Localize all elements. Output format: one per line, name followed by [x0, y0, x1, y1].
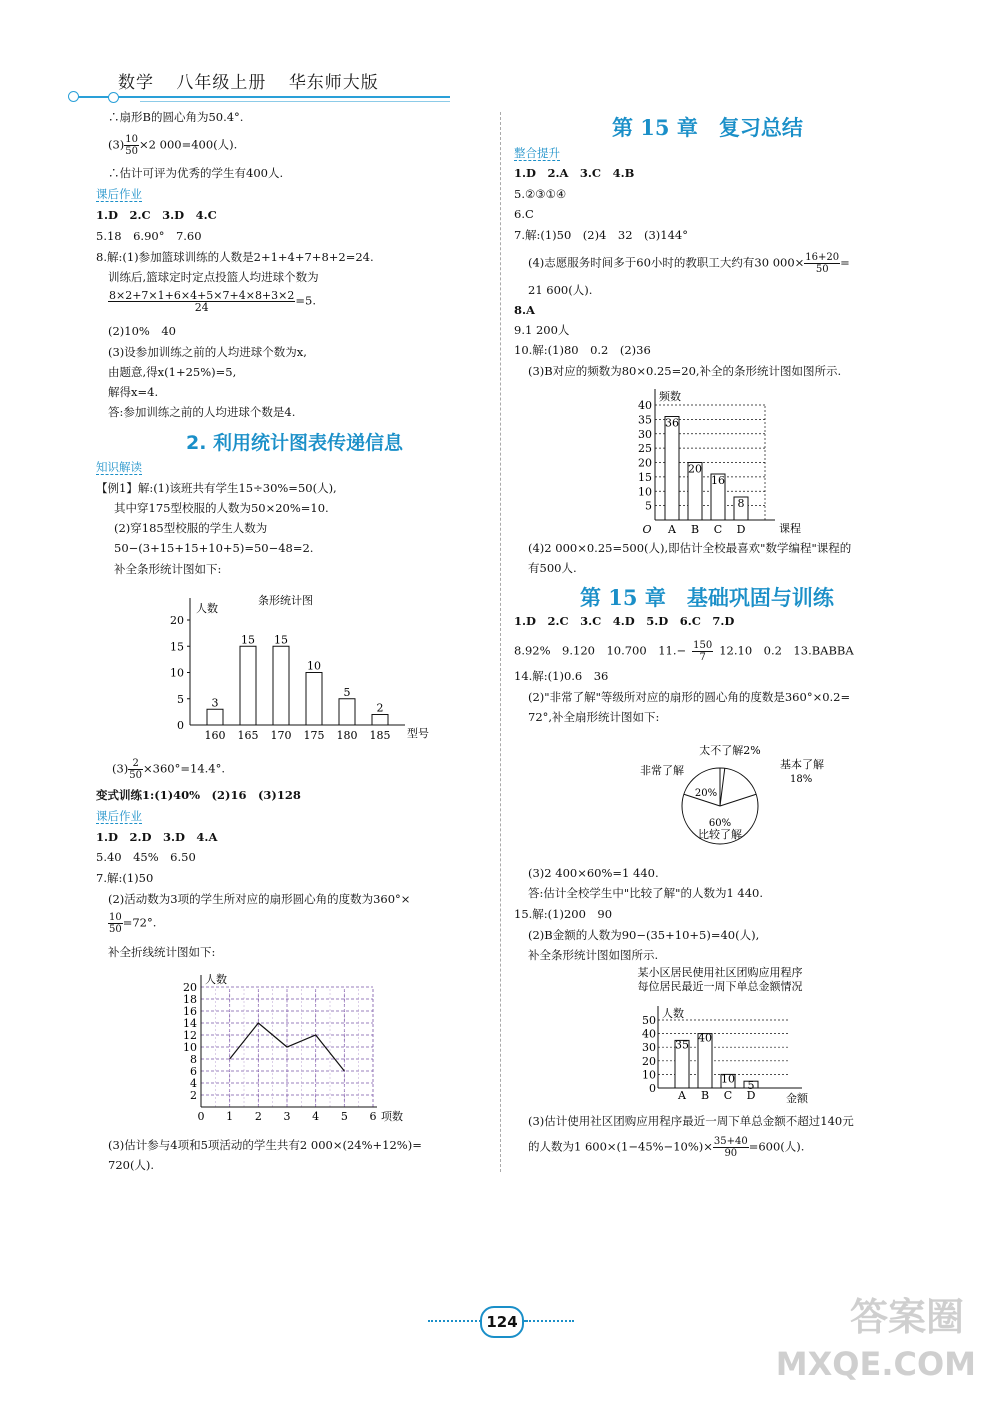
text-line: 的人数为1 600×(1−45%−10%)× $\frac{35+40}{90}$ =600(人). [528, 1136, 805, 1159]
chapter-title: 第 15 章 复习总结 [612, 115, 803, 140]
y-axis-label: 频数 [659, 390, 681, 403]
x-tick-label: 1 [226, 1110, 234, 1123]
x-tick-label: 6 [369, 1110, 377, 1123]
text-line: 有500人. [528, 561, 577, 575]
slice-label: 20% [694, 788, 718, 799]
column-divider [500, 112, 501, 1172]
y-tick-label: 10 [638, 485, 652, 499]
x-tick-label: B [690, 523, 700, 535]
y-tick-label: 15 [170, 640, 184, 654]
section-label: 课后作业 [96, 187, 142, 201]
y-tick-label: 2 [190, 1089, 197, 1102]
x-tick-label: A [668, 523, 676, 535]
x-tick-label: C [723, 1089, 733, 1102]
answer-line: 8.A [514, 303, 535, 317]
y-tick-label: 20 [183, 981, 197, 994]
bar [665, 417, 679, 521]
slice-label: 太不了解2% [699, 744, 761, 757]
text-line: 其中穿175型校服的人数为50×20%=10. [114, 501, 329, 515]
origin-label: O [642, 523, 652, 535]
y-tick-label: 30 [638, 427, 652, 441]
watermark-url: MXQE.COM [775, 1345, 976, 1383]
header-edition: 华东师大版 [288, 73, 379, 93]
text-line: 21 600(人). [528, 283, 593, 297]
text-line: (3)估计参与4项和5项活动的学生共有2 000×(24%+12%)= [108, 1138, 422, 1152]
y-axis-label: 人数 [662, 1007, 684, 1020]
bar-chart-courses [625, 380, 805, 535]
data-label: 5 [343, 685, 351, 699]
data-label: 15 [274, 633, 288, 647]
page-number: 124 [480, 1306, 524, 1338]
text-line: (4)2 000×0.25=500(人),即估计全校最喜欢"数学编程"课程的 [528, 541, 852, 555]
y-tick-label: 8 [190, 1053, 197, 1066]
x-axis-label: 金额 [786, 1092, 808, 1105]
data-label: 5 [747, 1079, 755, 1093]
y-tick-label: 6 [190, 1065, 197, 1078]
x-tick-label: 165 [237, 729, 259, 742]
text-line: 答:估计全校学生中"比较了解"的人数为1 440. [528, 886, 764, 900]
data-label: 3 [211, 696, 219, 710]
text-line: 补全条形统计图如下: [114, 562, 222, 576]
footer-dots [522, 1320, 574, 1322]
data-label: 20 [688, 462, 702, 476]
y-tick-label: 18 [183, 993, 197, 1006]
text-line: 变式训练1:(1)40% (2)16 (3)128 [96, 788, 301, 802]
chart-subtitle: 每位居民最近一周下单总金额情况 [637, 980, 803, 993]
y-tick-label: 0 [649, 1082, 656, 1095]
answer-line: 9.1 200人 [514, 323, 570, 337]
text-line: 训练后,篮球定时定点投篮人均进球个数为 [108, 270, 319, 284]
y-tick-label: 35 [638, 413, 652, 427]
y-tick-label: 16 [183, 1005, 197, 1018]
text-line: (3) $\frac{10}{50}$ ×2 000=400(人). [108, 134, 238, 157]
header-rule [70, 96, 450, 98]
data-label: 40 [698, 1031, 712, 1045]
x-tick-label: 180 [336, 729, 358, 742]
text-line: (3)估计使用社区团购应用程序最近一周下单总金额不超过140元 [528, 1114, 854, 1128]
bar-chart-amounts [610, 964, 840, 1108]
x-tick-label: 185 [369, 729, 391, 742]
y-tick-label: 15 [638, 470, 652, 484]
y-tick-label: 10 [642, 1068, 656, 1082]
text-line: $\frac{8\times 2+7\times 1+6\times 4+5\times 7+4\times 8+3\times 2}{24}$ =5. [109, 289, 316, 314]
section-label: 知识解读 [96, 460, 142, 474]
data-label: 15 [241, 633, 255, 647]
text-line: 答:参加训练之前的人均进球个数是4. [108, 405, 296, 419]
answer-line: 1.D 2.D 3.D 4.A [96, 830, 218, 844]
data-label: 36 [665, 416, 679, 430]
data-label: 10 [721, 1072, 735, 1086]
text-line: 50−(3+15+15+10+5)=50−48=2. [114, 541, 314, 555]
y-axis-label: 人数 [196, 602, 218, 615]
y-tick-label: 14 [183, 1017, 197, 1030]
data-label: 35 [675, 1038, 689, 1052]
answer-line: 6.C [514, 207, 534, 221]
x-axis-label: 型号 [407, 727, 429, 740]
answer-line: 1.D 2.C 3.D 4.C [96, 208, 217, 222]
text-line: (4)志愿服务时间多于60小时的教职工大约有30 000× $\frac{16+20}{50}$ = [528, 252, 850, 275]
bar-chart-sizes [160, 582, 450, 742]
text-line: 补全条形统计图如图所示. [528, 948, 659, 962]
slice-label: 比较了解 [698, 828, 742, 841]
pie-chart-understanding [630, 738, 840, 850]
answer-line: 8.92% 9.120 10.700 11.− $\frac{150}{7}$ 12.10 0.2 13.BABBA [514, 640, 854, 663]
y-axis-label: 人数 [205, 973, 227, 986]
header-rule-thin [140, 101, 450, 102]
y-tick-label: 20 [638, 456, 652, 470]
text-line: (2)10% 40 [108, 324, 176, 338]
x-tick-label: D [736, 523, 746, 535]
y-tick-label: 25 [638, 442, 652, 456]
text-line: (2)"非常了解"等级所对应的扇形的圆心角的度数是360°×0.2= [528, 690, 851, 704]
text-line: (3) $\frac{2}{50}$ ×360°=14.4°. [112, 758, 226, 781]
text-line: 72°,补全扇形统计图如下: [528, 710, 660, 724]
slice-label: 60% [708, 818, 732, 829]
answer-line: 7.解:(1)50 [96, 871, 154, 885]
slice-label: 18% [790, 774, 813, 785]
text-line: ∴估计可评为优秀的学生有400人. [108, 166, 284, 180]
answer-line: 14.解:(1)0.6 36 [514, 669, 609, 683]
text-line: (3)B对应的频数为80×0.25=20,补全的条形统计图如图所示. [528, 364, 842, 378]
y-tick-label: 40 [642, 1027, 656, 1041]
text-line: 720(人). [108, 1158, 155, 1172]
x-tick-label: A [678, 1089, 686, 1102]
header-grade: 八年级上册 [176, 73, 267, 93]
x-tick-label: 3 [283, 1110, 291, 1123]
slice-label: 基本了解 [780, 758, 824, 771]
y-tick-label: 20 [642, 1054, 656, 1068]
chart-title: 条形统计图 [258, 594, 313, 607]
answer-line: 5.40 45% 6.50 [96, 850, 196, 864]
text-line: (2)B金额的人数为90−(35+10+5)=40(人), [528, 928, 760, 942]
bar [273, 646, 289, 725]
answer-line: 8.解:(1)参加篮球训练的人数是2+1+4+7+8+2=24. [96, 250, 374, 264]
text-line: $\frac{10}{50}$ =72°. [109, 912, 157, 935]
x-tick-label: B [700, 1089, 710, 1102]
answer-line: 5.②③①④ [514, 187, 567, 201]
y-tick-label: 30 [642, 1041, 656, 1055]
header-subject: 数学 [118, 73, 154, 93]
section-title: 2. 利用统计图表传递信息 [186, 432, 404, 454]
x-axis-label: 课程 [779, 522, 801, 535]
x-axis-label: 项数 [381, 1110, 403, 1123]
y-tick-label: 12 [183, 1029, 197, 1042]
answer-line: 7.解:(1)50 (2)4 32 (3)144° [514, 228, 688, 242]
data-label: 2 [376, 701, 384, 715]
text-line: ∴扇形B的圆心角为50.4°. [108, 110, 244, 124]
y-tick-label: 20 [170, 614, 184, 627]
x-tick-label: 160 [204, 729, 226, 742]
x-tick-label: 175 [303, 729, 325, 742]
answer-line: 10.解:(1)80 0.2 (2)36 [514, 343, 651, 357]
text-line: (3)2 400×60%=1 440. [528, 866, 659, 880]
y-tick-label: 0 [177, 719, 184, 732]
text-line: (2)活动数为3项的学生所对应的扇形圆心角的度数为360°× [108, 892, 411, 906]
text-line: (3)设参加训练之前的人均进球个数为x, [108, 345, 307, 359]
x-tick-label: 5 [340, 1110, 348, 1123]
y-tick-label: 5 [177, 692, 184, 706]
slice-label: 非常了解 [640, 764, 684, 777]
data-label: 10 [307, 659, 321, 673]
bar [207, 709, 223, 725]
text-line: 【例1】解:(1)该班共有学生15÷30%=50(人), [96, 481, 337, 495]
text-line: 解得x=4. [108, 385, 159, 399]
y-tick-label: 4 [190, 1077, 197, 1090]
x-tick-label: 0 [197, 1110, 205, 1123]
bar [306, 673, 322, 726]
answer-line: 1.D 2.C 3.C 4.D 5.D 6.C 7.D [514, 614, 735, 628]
answer-line: 5.18 6.90° 7.60 [96, 229, 202, 243]
x-tick-label: 4 [312, 1110, 320, 1123]
answer-line: 15.解:(1)200 90 [514, 907, 613, 921]
bar [240, 646, 256, 725]
bar [339, 699, 355, 725]
y-tick-label: 40 [638, 399, 652, 412]
section-label: 课后作业 [96, 809, 142, 823]
chart-title: 某小区居民使用社区团购应用程序 [637, 966, 803, 979]
line-chart-activities [175, 964, 415, 1134]
text-line: 补全折线统计图如下: [108, 945, 216, 959]
running-header [118, 68, 395, 93]
y-tick-label: 10 [183, 1041, 197, 1054]
section-label: 整合提升 [514, 146, 560, 160]
y-tick-label: 50 [642, 1014, 656, 1027]
x-tick-label: D [746, 1089, 756, 1102]
data-label: 16 [711, 474, 725, 487]
x-tick-label: 170 [270, 729, 292, 742]
header-dot [68, 91, 79, 102]
watermark-logo: 答案圈 [849, 1295, 964, 1339]
text-line: (2)穿185型校服的学生人数为 [114, 521, 268, 535]
answer-line: 1.D 2.A 3.C 4.B [514, 166, 635, 180]
x-tick-label: 2 [254, 1110, 262, 1123]
header-dot [108, 92, 119, 103]
bar [372, 715, 388, 726]
chapter-title: 第 15 章 基础巩固与训练 [580, 585, 834, 610]
y-tick-label: 5 [645, 499, 652, 513]
y-tick-label: 10 [170, 666, 184, 680]
x-tick-label: C [713, 523, 723, 535]
data-label: 8 [737, 497, 745, 510]
text-line: 由题意,得x(1+25%)=5, [108, 365, 237, 379]
